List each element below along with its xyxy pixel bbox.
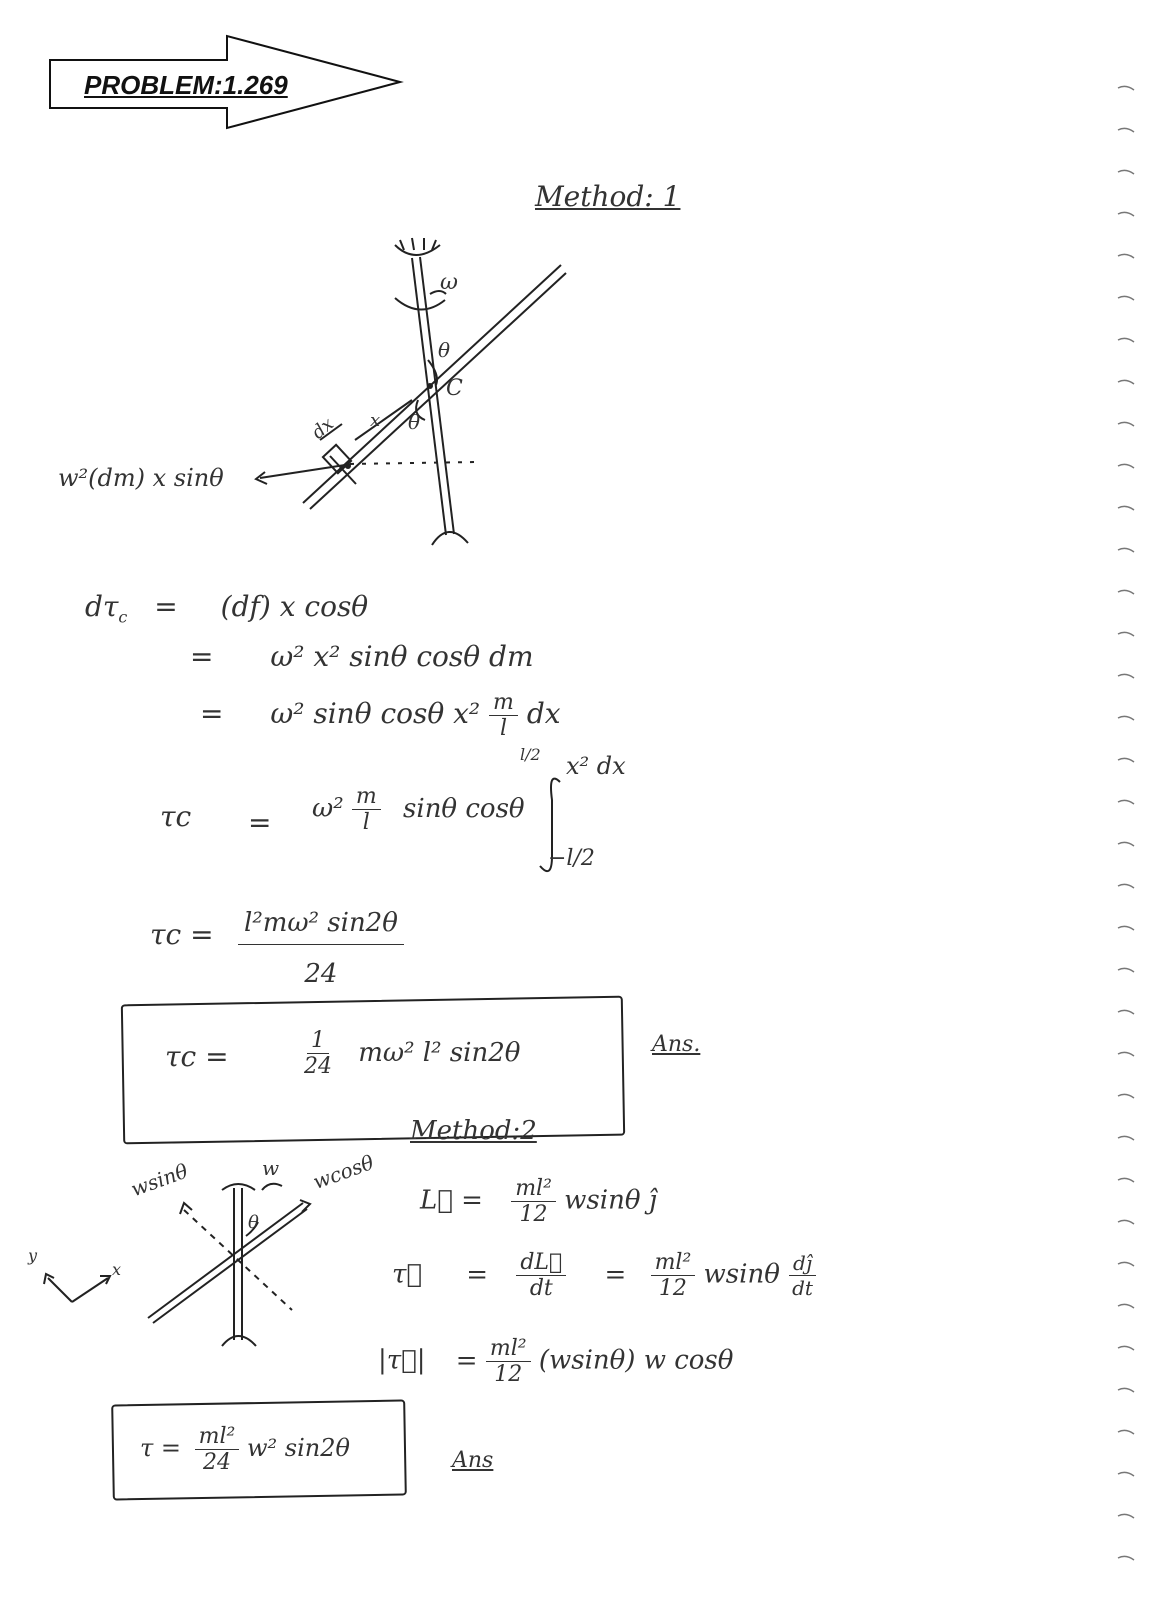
ans1-label: Ans. bbox=[652, 1032, 701, 1057]
eq4-num: m bbox=[352, 784, 381, 810]
eq5-den: 24 bbox=[304, 959, 338, 989]
tau-eq bbox=[392, 1250, 817, 1301]
tau-num2: ml² bbox=[651, 1250, 696, 1276]
eq2 bbox=[190, 640, 534, 673]
mag-lhs: |τ⃗| bbox=[378, 1345, 426, 1376]
eq1-lhs: dτ bbox=[85, 590, 119, 623]
eq3-den: l bbox=[499, 716, 507, 741]
mag-eq-sign: = bbox=[455, 1345, 478, 1376]
L-num: ml² bbox=[511, 1176, 556, 1202]
ans1-num: 1 bbox=[307, 1028, 329, 1054]
ans1-rhs bbox=[300, 1028, 520, 1079]
eq3 bbox=[200, 690, 561, 741]
method2-heading: Method:2 bbox=[410, 1116, 537, 1146]
L-eq bbox=[420, 1176, 657, 1227]
mag-num: ml² bbox=[486, 1336, 531, 1362]
eq4-lhs: τc bbox=[160, 800, 192, 833]
eq5-num: l²mω² sin2θ bbox=[238, 908, 404, 945]
tau-den: dt bbox=[529, 1276, 553, 1301]
mag-eq bbox=[378, 1336, 733, 1387]
ans2-label: Ans bbox=[452, 1448, 494, 1473]
axis-y-label: y bbox=[28, 1246, 38, 1265]
eq3-num: m bbox=[489, 690, 518, 716]
L-den: 12 bbox=[519, 1202, 548, 1227]
ans2-lhs: τ = bbox=[140, 1434, 182, 1462]
force-label: w²(dm) x sinθ bbox=[58, 464, 224, 492]
eq3-tail: dx bbox=[526, 697, 561, 730]
tau-lhs: τ⃗ bbox=[392, 1259, 422, 1290]
eq1 bbox=[85, 590, 368, 627]
theta-top-label: θ bbox=[438, 338, 451, 362]
integrand: x² dx bbox=[566, 752, 626, 780]
ans2-den: 24 bbox=[203, 1450, 232, 1475]
eq3-eq: = bbox=[200, 697, 224, 730]
center-point bbox=[427, 383, 433, 389]
w-cos-label: wcosθ bbox=[309, 1150, 377, 1194]
x-label: x bbox=[370, 410, 381, 431]
eq4-den: l bbox=[362, 810, 370, 835]
ans2-num: ml² bbox=[195, 1424, 240, 1450]
tau-num: dL⃗ bbox=[516, 1250, 566, 1276]
w-sin-label: wsinθ bbox=[127, 1158, 192, 1202]
rod-figure-1 bbox=[256, 238, 566, 545]
problem-title: PROBLEM:1.269 bbox=[84, 70, 288, 100]
int-upper: l/2 bbox=[520, 745, 541, 764]
tau-mid: wsinθ bbox=[703, 1259, 780, 1290]
L-lhs: L⃗ = bbox=[420, 1185, 483, 1216]
center-label: C bbox=[446, 376, 463, 401]
eq4-rhs bbox=[312, 784, 525, 835]
tau-den2: 12 bbox=[658, 1276, 687, 1301]
axis-x-label: x bbox=[112, 1260, 122, 1279]
tau-num3: dĵ bbox=[789, 1251, 816, 1276]
eq4-pre: ω² bbox=[312, 793, 344, 824]
eq4-mid: sinθ cosθ bbox=[403, 793, 525, 824]
dm-point bbox=[345, 463, 351, 469]
eq2-rhs: ω² x² sinθ cosθ dm bbox=[270, 640, 534, 673]
int-lower: −l/2 bbox=[548, 846, 595, 871]
L-rhs: wsinθ ĵ bbox=[564, 1185, 657, 1216]
eq5-frac bbox=[238, 908, 404, 989]
w-label: w bbox=[262, 1156, 280, 1180]
ans1-expr: mω² l² sin2θ bbox=[358, 1037, 521, 1068]
eq1-rhs: (df) x cosθ bbox=[220, 590, 369, 623]
theta-label-2: θ bbox=[248, 1212, 259, 1233]
ans2-rhs: w² sin2θ bbox=[247, 1434, 350, 1462]
ans2 bbox=[140, 1424, 350, 1475]
dx-label: dx bbox=[307, 413, 338, 444]
dotted-reference-line bbox=[350, 462, 475, 464]
ans1-lhs: τc = bbox=[165, 1040, 229, 1073]
mag-den: 12 bbox=[494, 1362, 523, 1387]
mag-rhs: (wsinθ) w cosθ bbox=[538, 1345, 734, 1376]
tau-den3: dt bbox=[792, 1276, 813, 1300]
eq3-rhs: ω² sinθ cosθ x² bbox=[270, 697, 481, 730]
method1-heading: Method: 1 bbox=[535, 180, 681, 213]
eq1-eq: = bbox=[154, 590, 178, 623]
theta-bottom-label: θ bbox=[408, 410, 421, 434]
ans1-den: 24 bbox=[304, 1054, 332, 1079]
omega-label: ω bbox=[440, 270, 458, 295]
tau-eq-sign: = bbox=[466, 1259, 489, 1290]
rod-figure-2 bbox=[44, 1184, 310, 1346]
eq5-lhs: τc = bbox=[150, 918, 214, 951]
eq4-eq: = bbox=[248, 806, 272, 839]
eq2-eq: = bbox=[190, 640, 214, 673]
eq1-sub: c bbox=[118, 607, 128, 627]
tau-eq-sign-2: = bbox=[604, 1259, 627, 1290]
